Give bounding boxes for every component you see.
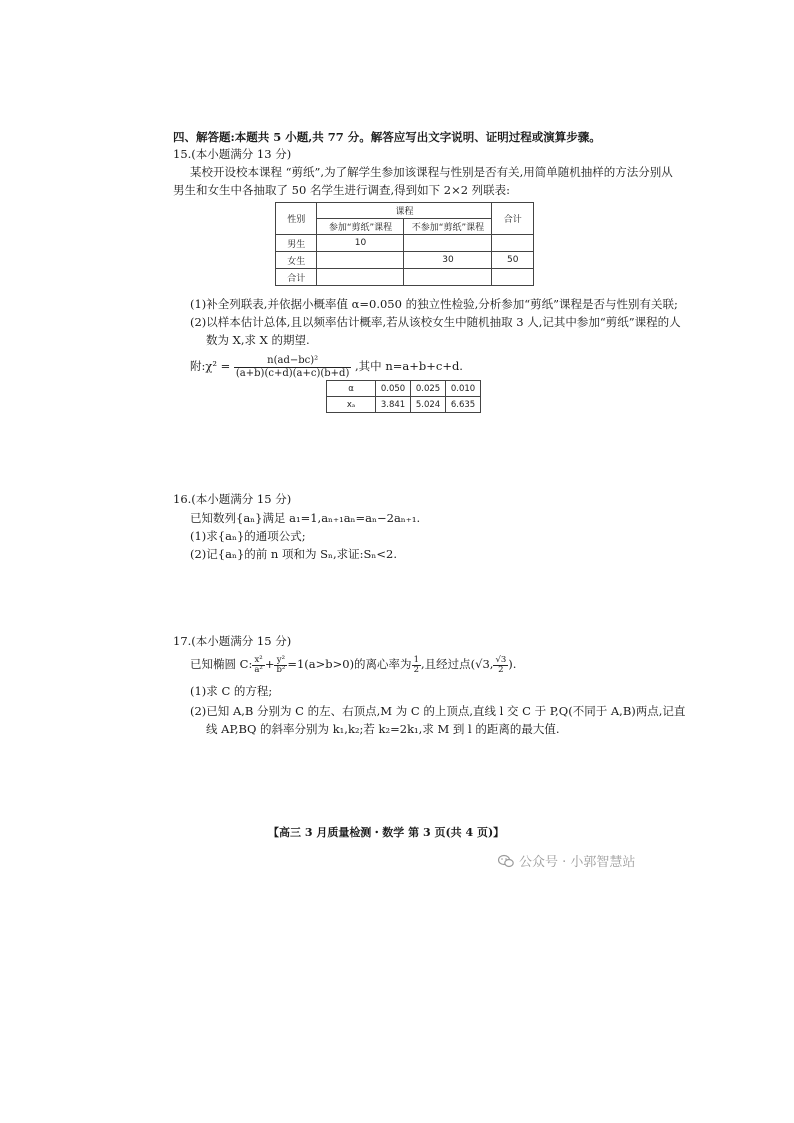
appendix-prefix: 附:χ² = xyxy=(190,359,231,373)
stem-prefix: 已知椭圆 C: xyxy=(190,657,253,671)
eccentricity-fraction xyxy=(412,656,421,675)
cell-join xyxy=(317,252,404,269)
alpha-value: 0.025 xyxy=(411,381,446,397)
q15-intro-line-2: 男生和女生中各抽取了 50 名学生进行调查,得到如下 2×2 列联表: xyxy=(173,183,511,197)
alpha-value: 0.050 xyxy=(376,381,411,397)
fraction-numerator: x² xyxy=(252,656,264,666)
page-footer: 【高三 3 月质量检测・数学 第 3 页(共 4 页)】 xyxy=(268,826,505,839)
table-row xyxy=(276,235,534,252)
row-label: 男生 xyxy=(276,235,317,252)
stem-end: ). xyxy=(508,657,517,671)
critical-value: 5.024 xyxy=(411,397,446,413)
cell-join xyxy=(317,269,404,286)
header-total: 合计 xyxy=(492,203,534,235)
formula-numerator: n(ad−bc)² xyxy=(234,355,351,368)
cell-total: 50 xyxy=(492,252,534,269)
q16-part-1: (1)求{aₙ}的通项公式; xyxy=(190,529,306,543)
table-row xyxy=(327,381,481,397)
watermark xyxy=(498,851,635,870)
q15-intro-line-1: 某校开设校本课程 “剪纸”,为了解学生参加该课程与性别是否有关,用简单随机抽样的方法分别从 xyxy=(190,165,673,179)
alpha-value: 0.010 xyxy=(446,381,481,397)
alpha-label: α xyxy=(327,381,376,397)
cell-not-join xyxy=(404,269,492,286)
fraction-denominator: b² xyxy=(276,664,286,675)
cell-total xyxy=(492,235,534,252)
q17-label: 17.(本小题满分 15 分) xyxy=(173,634,292,648)
q15-part-2-line-1: (2)以样本估计总体,且以频率估计概率,若从该校女生中随机抽取 3 人,记其中参加“剪纸”课程的人 xyxy=(190,315,681,329)
header-join: 参加“剪纸”课程 xyxy=(317,219,404,235)
cell-not-join: 30 xyxy=(404,252,492,269)
q16-stem: 已知数列{aₙ}满足 a₁=1,aₙ₊₁aₙ=aₙ−2aₙ₊₁. xyxy=(190,511,421,525)
q17-part-1: (1)求 C 的方程; xyxy=(190,684,273,698)
section-header: 四、解答题:本题共 5 小题,共 77 分。解答应写出文字说明、证明过程或演算步骤。 xyxy=(173,130,601,144)
q17-part-2-line-1: (2)已知 A,B 分别为 C 的左、右顶点,M 为 C 的上顶点,直线 l 交 C 于 P,Q(不同于 A,B)两点,记直 xyxy=(190,704,686,718)
contingency-table xyxy=(275,202,534,286)
wechat-icon xyxy=(498,854,514,868)
stem-middle: =1(a>b>0)的离心率为 xyxy=(287,657,412,671)
q15-part-1: (1)补全列联表,并依据小概率值 α=0.050 的独立性检验,分析参加“剪纸”课程是否与性别有关联; xyxy=(190,297,678,311)
q15-appendix-formula xyxy=(190,353,463,380)
plus-sign: + xyxy=(264,657,275,671)
q16-label: 16.(本小题满分 15 分) xyxy=(173,492,292,506)
fraction-denominator: 2 xyxy=(413,664,419,675)
appendix-suffix: ,其中 n=a+b+c+d. xyxy=(355,359,463,373)
x-alpha-label: xₐ xyxy=(327,397,376,413)
formula-denominator: (a+b)(c+d)(a+c)(b+d) xyxy=(235,367,350,379)
critical-value: 3.841 xyxy=(376,397,411,413)
critical-value: 6.635 xyxy=(446,397,481,413)
row-label: 女生 xyxy=(276,252,317,269)
q17-part-2-line-2: 线 AP,BQ 的斜率分别为 k₁,k₂;若 k₂=2k₁,求 M 到 l 的距离的最大值. xyxy=(206,722,560,736)
fraction-denominator: a² xyxy=(254,664,263,675)
x-squared-fraction xyxy=(252,656,264,675)
cell-join: 10 xyxy=(317,235,404,252)
point-y-fraction xyxy=(493,656,508,675)
critical-value-table xyxy=(326,380,481,413)
y-squared-fraction xyxy=(274,656,287,675)
q15-label: 15.(本小题满分 13 分) xyxy=(173,147,292,161)
cell-total xyxy=(492,269,534,286)
q16-part-2: (2)记{aₙ}的前 n 项和为 Sₙ,求证:Sₙ<2. xyxy=(190,547,397,561)
fraction-numerator: 1 xyxy=(413,654,419,665)
header-course: 课程 xyxy=(317,203,492,219)
table-row xyxy=(276,269,534,286)
fraction-denominator: 2 xyxy=(498,664,504,675)
stem-middle-2: ,且经过点(√3, xyxy=(420,657,494,671)
q15-part-2-line-2: 数为 X,求 X 的期望. xyxy=(206,333,310,347)
table-row xyxy=(327,397,481,413)
fraction-numerator: √3 xyxy=(495,654,507,665)
fraction-numerator: y² xyxy=(274,656,287,666)
chi-square-fraction xyxy=(234,355,351,380)
cell-not-join xyxy=(404,235,492,252)
q17-stem xyxy=(190,652,516,676)
header-gender: 性别 xyxy=(276,203,317,235)
row-label: 合计 xyxy=(276,269,317,286)
table-row xyxy=(276,252,534,269)
watermark-text: 公众号 · 小郭智慧站 xyxy=(519,855,636,870)
header-not-join: 不参加“剪纸”课程 xyxy=(404,219,492,235)
